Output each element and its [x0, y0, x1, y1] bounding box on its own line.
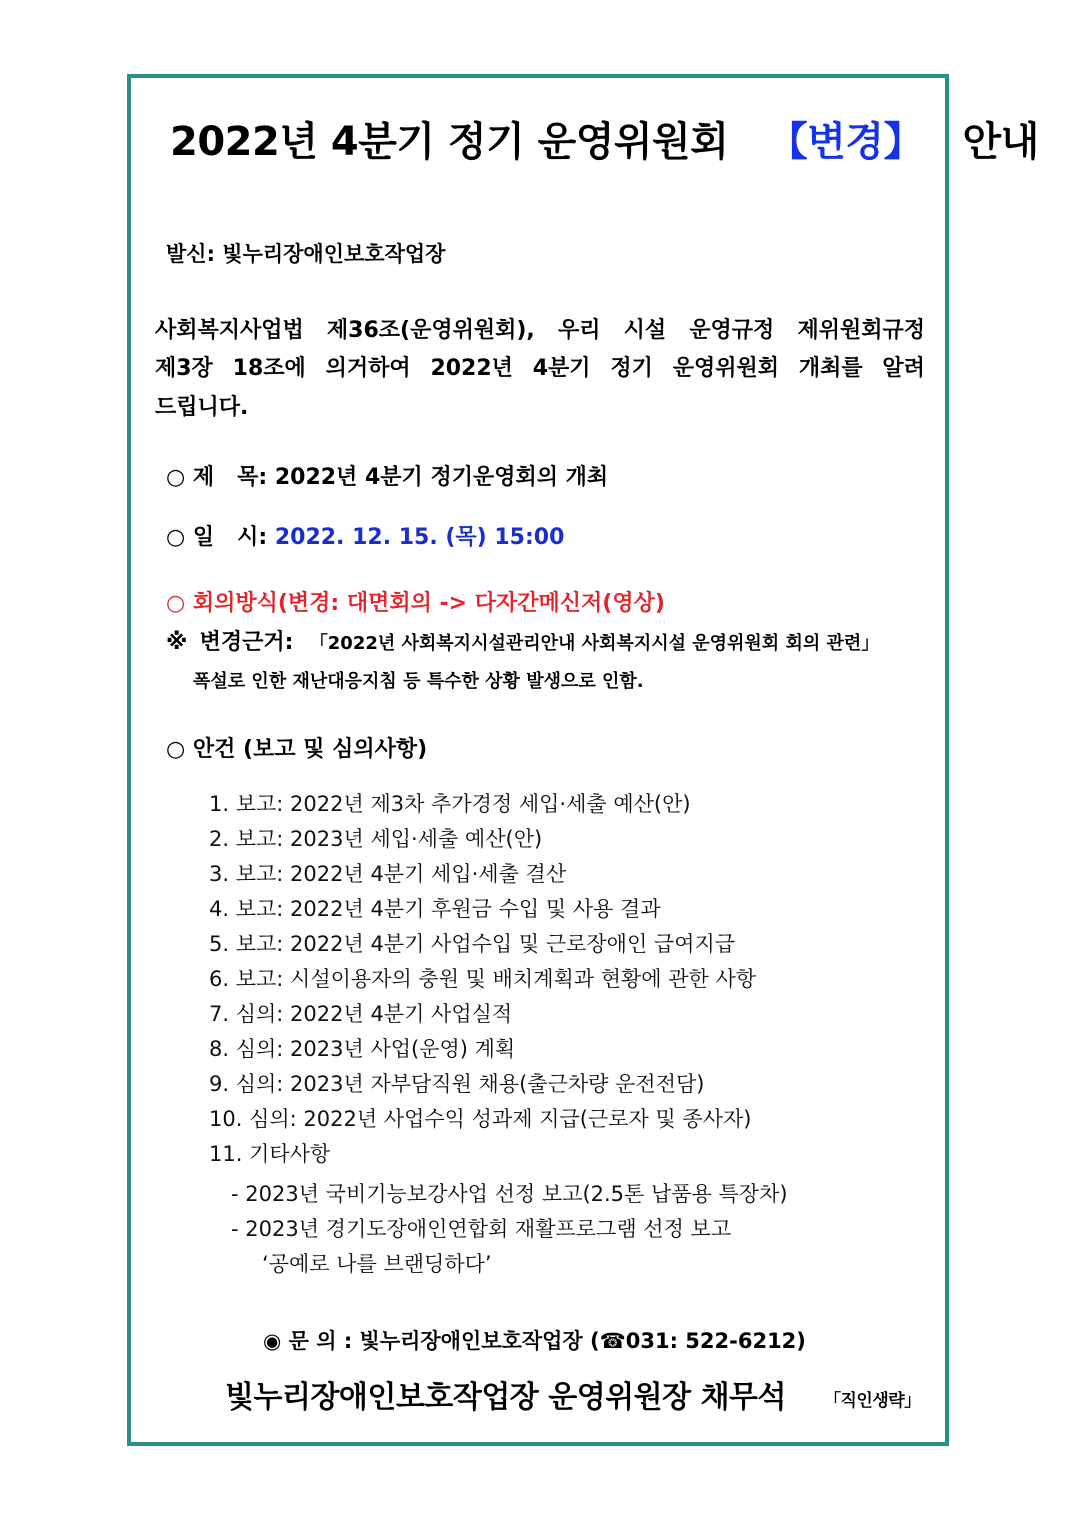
- intro-word: 개최를: [798, 356, 863, 381]
- title-prefix: 2022년 4분기 정기 운영위원회: [170, 119, 729, 165]
- intro-word: 제위원회규정: [797, 318, 925, 343]
- agenda-item: 8. 심의: 2023년 사업(운영) 계획: [209, 1037, 516, 1061]
- intro-word: 제36조(운영위원회),: [326, 318, 535, 343]
- reference-mark-icon: ※: [166, 630, 188, 655]
- agenda-item: 11. 기타사항: [209, 1142, 331, 1166]
- document-title: [170, 110, 1039, 167]
- intro-word: 2022년: [430, 356, 513, 381]
- agenda-item: 6. 보고: 시설이용자의 충원 및 배치계획과 현황에 관한 사항: [209, 967, 757, 991]
- intro-line-3: 드립니다.: [155, 395, 249, 420]
- subject-label: 제 목:: [192, 465, 268, 490]
- datetime-row: [166, 520, 564, 551]
- agenda-item: 4. 보고: 2022년 4분기 후원금 수입 및 사용 결과: [209, 897, 661, 921]
- bullet-icon: ○: [166, 465, 186, 490]
- agenda-heading: ○ 안건 (보고 및 심의사항): [166, 737, 428, 762]
- bullet-icon: ○: [166, 525, 186, 550]
- signature-name: 빛누리장애인보호작업장 운영위원장 채무석: [225, 1380, 787, 1415]
- intro-word: 알려: [882, 356, 925, 381]
- intro-word: 우리: [557, 318, 601, 343]
- signature-line: [225, 1372, 921, 1416]
- intro-line-2: [155, 351, 925, 382]
- sender-line: 발신: 빛누리장애인보호작업장: [166, 242, 446, 266]
- intro-word: 의거하여: [325, 356, 411, 381]
- agenda-item: 2. 보고: 2023년 세입·세출 예산(안): [209, 827, 543, 851]
- subject-value: 2022년 4분기 정기운영회의 개최: [274, 465, 609, 490]
- intro-line-1: [155, 313, 925, 344]
- agenda-item: 7. 심의: 2022년 4분기 사업실적: [209, 1002, 513, 1026]
- change-basis-detail: 폭설로 인한 재난대응지침 등 특수한 상황 발생으로 인함.: [193, 671, 644, 692]
- change-basis-text: 「2022년 사회복지시설관리안내 사회복지시설 운영위원회 회의 관련」: [309, 633, 880, 654]
- subject-row: [166, 460, 608, 491]
- contact-line: ◉ 문 의 : 빛누리장애인보호작업장 (☎031: 522-6212): [263, 1329, 806, 1353]
- agenda-item: 9. 심의: 2023년 자부담직원 채용(출근차량 운전전담): [209, 1072, 705, 1096]
- intro-word: 운영규정: [689, 318, 775, 343]
- datetime-label: 일 시:: [192, 525, 268, 550]
- agenda-sub-item: - 2023년 국비기능보강사업 선정 보고(2.5톤 납품용 특장차): [231, 1182, 788, 1206]
- agenda-item: 5. 보고: 2022년 4분기 사업수입 및 근로장애인 급여지급: [209, 932, 736, 956]
- agenda-item: 1. 보고: 2022년 제3차 추가경정 세입·세출 예산(안): [209, 792, 691, 816]
- meeting-method: ○ 회의방식(변경: 대면회의 -> 다자간메신저(영상): [166, 591, 665, 616]
- change-basis-label: 변경근거:: [199, 630, 294, 655]
- agenda-sub-item: ‘공예로 나를 브랜딩하다’: [262, 1252, 492, 1276]
- intro-word: 제3장: [155, 356, 213, 381]
- agenda-item: 10. 심의: 2022년 사업수익 성과제 지급(근로자 및 종사자): [209, 1107, 752, 1131]
- intro-word: 운영위원회: [672, 356, 779, 381]
- datetime-value: 2022. 12. 15. (목) 15:00: [274, 525, 565, 550]
- title-suffix: 안내: [962, 119, 1039, 165]
- intro-word: 4분기: [532, 356, 591, 381]
- intro-word: 시설: [623, 318, 667, 343]
- intro-word: 사회복지사업법: [155, 318, 304, 343]
- title-change-tag: 【변경】: [767, 119, 924, 165]
- seal-omitted-note: 「직인생략」: [823, 1391, 921, 1411]
- agenda-item: 3. 보고: 2022년 4분기 세입·세출 결산: [209, 862, 567, 886]
- change-basis-row: [166, 625, 879, 656]
- agenda-sub-item: - 2023년 경기도장애인연합회 재활프로그램 선정 보고: [231, 1217, 732, 1241]
- intro-word: 18조에: [232, 356, 306, 381]
- intro-word: 정기: [610, 356, 653, 381]
